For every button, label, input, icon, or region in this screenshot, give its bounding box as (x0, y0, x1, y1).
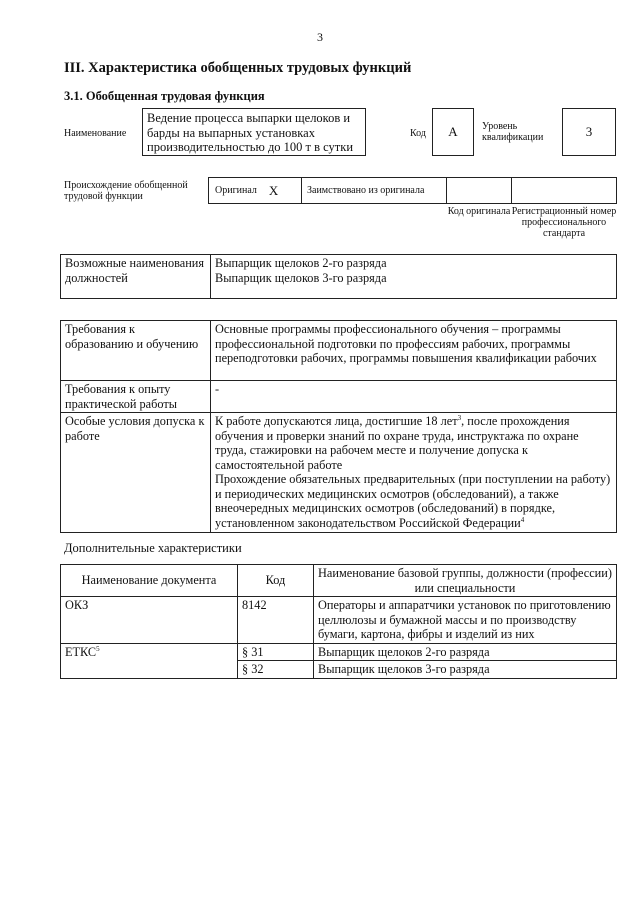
positions-table (60, 254, 617, 299)
requirement-row (61, 413, 617, 533)
reg-number-cell (511, 177, 617, 204)
medical-text: Прохождение обязательных предварительных (при поступлении на работу) и периодических медицинских осмотров (обследований), а также внеочередных медицинских осмотров (обследований) в порядке, установленном законодательством Российской Федерации (215, 472, 611, 530)
subsection-title: 3.1. Обобщенная трудовая функция (64, 89, 265, 103)
original-label: Оригинал (215, 185, 257, 196)
code-cell: 8142 (238, 597, 314, 644)
footnote-ref: 4 (520, 515, 525, 524)
origin-label: Происхождение обобщенной трудовой функции (64, 180, 188, 202)
requirement-value (211, 413, 617, 533)
header-doc: Наименование документа (61, 565, 238, 597)
section-title: III. Характеристика обобщенных трудовых функций (64, 60, 412, 76)
code-value: А (432, 108, 474, 156)
requirement-label: Особые условия допуска к работе (61, 413, 211, 533)
additional-header-row (61, 565, 617, 597)
code-original-caption: Код оригинала (447, 206, 511, 217)
admission-text-cont: , после прохождения обучения и проверки знаний по охране труда, инструктажа по охране труда, стажировки на рабочем месте и получение допуска к самостоятельной работе (215, 414, 579, 472)
requirement-value: Основные программы профессионального обучения – программы профессиональной подготовки по профессиям рабочих, программы переподготовки рабочих, программы повышения квалификации рабочих (211, 321, 617, 381)
code-cell: § 31 (238, 643, 314, 661)
doc-cell: ОКЗ (61, 597, 238, 644)
level-value: 3 (562, 108, 616, 156)
name-label: Наименование (64, 128, 127, 139)
header-name: Наименование базовой группы, должности (профессии) или специальности (314, 565, 617, 597)
borrowed-cell (301, 177, 447, 204)
original-cell (208, 177, 302, 204)
positions-row (61, 255, 617, 299)
table-row (61, 643, 617, 661)
code-original-cell (446, 177, 512, 204)
function-name-value: Ведение процесса выпарки щелоков и барды на выпарных установках производительностью до 100 т в сутки (142, 108, 366, 156)
table-row (61, 597, 617, 644)
footnote-ref: 5 (96, 644, 100, 653)
requirements-table (60, 320, 617, 533)
admission-text: К работе допускаются лица, достигшие 18 лет (215, 414, 458, 428)
reg-number-caption: Регистрационный номер профессионального стандарта (511, 206, 617, 239)
borrowed-label: Заимствовано из оригинала (307, 185, 425, 196)
requirement-label: Требования к опыту практической работы (61, 381, 211, 413)
positions-label: Возможные наименования должностей (61, 255, 211, 299)
requirement-value: - (211, 381, 617, 413)
position-item: Выпарщик щелоков 3-го разряда (215, 270, 387, 285)
name-cell: Выпарщик щелоков 3-го разряда (314, 661, 617, 679)
requirement-row (61, 381, 617, 413)
footnote-ref: 3 (457, 413, 462, 422)
additional-table (60, 564, 617, 679)
position-item: Выпарщик щелоков 2-го разряда (215, 256, 387, 270)
header-code: Код (238, 565, 314, 597)
positions-values (211, 255, 617, 299)
page-number: 3 (317, 30, 323, 44)
etks-label: ЕТКС (65, 644, 97, 659)
name-cell: Выпарщик щелоков 2-го разряда (314, 643, 617, 661)
level-label: Уровень квалификации (482, 121, 544, 143)
code-label: Код (410, 128, 426, 139)
code-cell: § 32 (238, 661, 314, 679)
doc-cell (61, 643, 238, 678)
additional-caption: Дополнительные характеристики (64, 541, 242, 555)
requirement-label: Требования к образованию и обучению (61, 321, 211, 381)
requirement-row (61, 321, 617, 381)
original-mark: X (268, 182, 279, 198)
name-cell: Операторы и аппаратчики установок по приготовлению целлюлозы и бумажной массы и по производству бумаги, картона, фибры и изделий из них (314, 597, 617, 644)
